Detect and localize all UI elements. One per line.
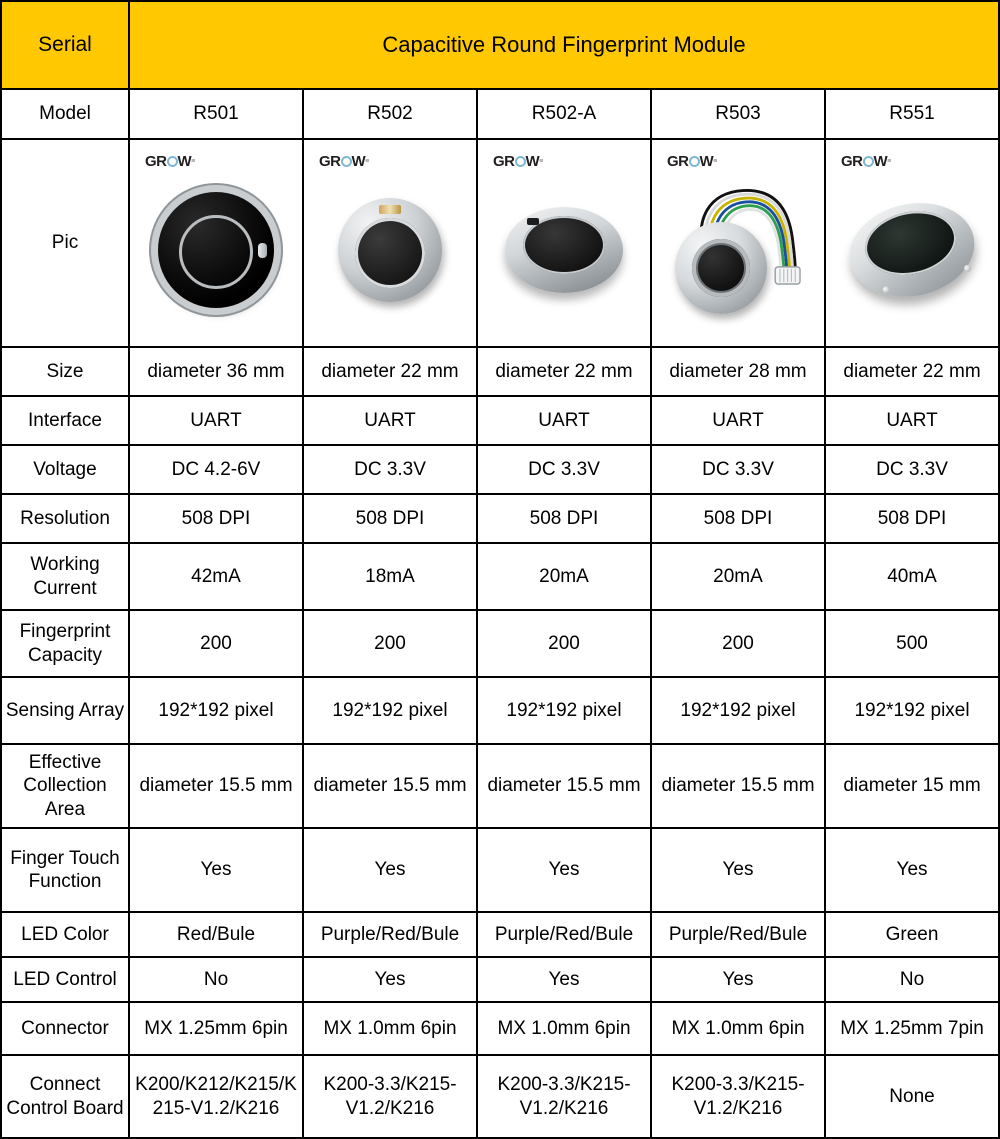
cell-model-r502: R502 (303, 89, 477, 139)
product-image-r502a (505, 207, 623, 293)
logo-o-ring-icon (167, 156, 178, 167)
cell-fingerprint-capacity-r551: 500 (825, 610, 999, 677)
cell-interface-r551: UART (825, 396, 999, 445)
cell-finger-touch-function-r502a: Yes (477, 828, 651, 912)
cell-resolution-r501: 508 DPI (129, 494, 303, 543)
row-label-size: Size (1, 347, 129, 396)
logo-text-before: GR (667, 153, 689, 170)
cell-led-color-r501: Red/Bule (129, 912, 303, 957)
logo-o-ring-icon (515, 156, 526, 167)
table-row-interface (1, 396, 999, 445)
table-row-size (1, 347, 999, 396)
cell-voltage-r551: DC 3.3V (825, 445, 999, 494)
cell-led-control-r501: No (129, 957, 303, 1002)
cell-led-color-r551: Green (825, 912, 999, 957)
cell-connect-control-board-r502a: K200-3.3/K215-V1.2/K216 (477, 1055, 651, 1138)
logo-tail: ≡ (365, 158, 370, 165)
cell-resolution-r551: 508 DPI (825, 494, 999, 543)
cell-finger-touch-function-r502: Yes (303, 828, 477, 912)
cell-sensing-array-r501: 192*192 pixel (129, 677, 303, 744)
cell-sensing-array-r502a: 192*192 pixel (477, 677, 651, 744)
cell-finger-touch-function-r503: Yes (651, 828, 825, 912)
cell-pic-r502 (303, 139, 477, 347)
row-label-led-control: LED Control (1, 957, 129, 1002)
row-label-pic: Pic (1, 139, 129, 347)
cell-interface-r503: UART (651, 396, 825, 445)
row-label-led-color: LED Color (1, 912, 129, 957)
cell-voltage-r501: DC 4.2-6V (129, 445, 303, 494)
grow-logo-r501 (145, 154, 195, 169)
cell-fingerprint-capacity-r502a: 200 (477, 610, 651, 677)
cell-led-color-r502: Purple/Red/Bule (303, 912, 477, 957)
cell-sensing-array-r502: 192*192 pixel (303, 677, 477, 744)
grow-logo-r503 (667, 154, 717, 169)
cell-connector-r551: MX 1.25mm 7pin (825, 1002, 999, 1055)
logo-tail: ≡ (887, 158, 892, 165)
cell-size-r502a: diameter 22 mm (477, 347, 651, 396)
cell-size-r503: diameter 28 mm (651, 347, 825, 396)
grow-logo-r551 (841, 154, 891, 169)
cell-sensing-array-r551: 192*192 pixel (825, 677, 999, 744)
logo-tail: ≡ (539, 158, 544, 165)
cell-effective-collection-area-r502a: diameter 15.5 mm (477, 744, 651, 828)
table-row-led-control (1, 957, 999, 1002)
table-row-connect-control-board (1, 1055, 999, 1138)
cell-voltage-r502a: DC 3.3V (477, 445, 651, 494)
product-image-r551 (841, 192, 983, 308)
cell-connector-r502a: MX 1.0mm 6pin (477, 1002, 651, 1055)
logo-tail: ≡ (191, 158, 196, 165)
row-label-working-current: Working Current (1, 543, 129, 610)
row-label-fingerprint-capacity: Fingerprint Capacity (1, 610, 129, 677)
cell-connect-control-board-r501: K200/K212/K215/K215-V1.2/K216 (129, 1055, 303, 1138)
cell-led-control-r502: Yes (303, 957, 477, 1002)
screw-boss-icon (882, 286, 890, 294)
logo-text-after: W (177, 153, 192, 170)
table-row-connector (1, 1002, 999, 1055)
logo-tail: ≡ (713, 158, 718, 165)
grow-logo-r502 (319, 154, 369, 169)
cell-pic-r502a (477, 139, 651, 347)
product-image-r502 (338, 198, 442, 302)
cell-size-r502: diameter 22 mm (303, 347, 477, 396)
cell-led-color-r502a: Purple/Red/Bule (477, 912, 651, 957)
cell-pic-r551 (825, 139, 999, 347)
cell-working-current-r551: 40mA (825, 543, 999, 610)
table-row-sensing-array (1, 677, 999, 744)
header-serial-cell: Serial (1, 1, 129, 89)
cell-led-control-r503: Yes (651, 957, 825, 1002)
cell-connector-r502: MX 1.0mm 6pin (303, 1002, 477, 1055)
logo-o-ring-icon (689, 156, 700, 167)
cell-effective-collection-area-r503: diameter 15.5 mm (651, 744, 825, 828)
table-row-working-current (1, 543, 999, 610)
product-image-r501 (158, 192, 274, 308)
cell-led-color-r503: Purple/Red/Bule (651, 912, 825, 957)
cell-connect-control-board-r551: None (825, 1055, 999, 1138)
product-image-r503 (675, 222, 767, 314)
cell-model-r501: R501 (129, 89, 303, 139)
cell-sensing-array-r503: 192*192 pixel (651, 677, 825, 744)
cell-connect-control-board-r502: K200-3.3/K215-V1.2/K216 (303, 1055, 477, 1138)
logo-text-after: W (873, 153, 888, 170)
table-row-led-color (1, 912, 999, 957)
cell-model-r502a: R502-A (477, 89, 651, 139)
table-row-resolution (1, 494, 999, 543)
cell-model-r551: R551 (825, 89, 999, 139)
logo-text-before: GR (319, 153, 341, 170)
cell-voltage-r502: DC 3.3V (303, 445, 477, 494)
header-title-cell: Capacitive Round Fingerprint Module (129, 1, 999, 89)
row-label-effective-collection-area: Effective Collection Area (1, 744, 129, 828)
row-label-finger-touch-function: Finger Touch Function (1, 828, 129, 912)
row-label-sensing-array: Sensing Array (1, 677, 129, 744)
cell-effective-collection-area-r502: diameter 15.5 mm (303, 744, 477, 828)
table-row-voltage (1, 445, 999, 494)
cell-voltage-r503: DC 3.3V (651, 445, 825, 494)
table-row-pic (1, 139, 999, 347)
row-label-connector: Connector (1, 1002, 129, 1055)
logo-text-before: GR (493, 153, 515, 170)
table-header-row (1, 1, 999, 89)
logo-text-after: W (351, 153, 366, 170)
cell-connect-control-board-r503: K200-3.3/K215-V1.2/K216 (651, 1055, 825, 1138)
cell-size-r551: diameter 22 mm (825, 347, 999, 396)
row-label-connect-control-board: Connect Control Board (1, 1055, 129, 1138)
table-row-model (1, 89, 999, 139)
cell-interface-r502a: UART (477, 396, 651, 445)
cell-interface-r502: UART (303, 396, 477, 445)
cell-working-current-r503: 20mA (651, 543, 825, 610)
row-label-model: Model (1, 89, 129, 139)
cell-resolution-r502: 508 DPI (303, 494, 477, 543)
cell-resolution-r503: 508 DPI (651, 494, 825, 543)
cell-pic-r503 (651, 139, 825, 347)
cell-working-current-r502: 18mA (303, 543, 477, 610)
cell-effective-collection-area-r501: diameter 15.5 mm (129, 744, 303, 828)
cell-pic-r501 (129, 139, 303, 347)
logo-o-ring-icon (863, 156, 874, 167)
cell-finger-touch-function-r551: Yes (825, 828, 999, 912)
row-label-voltage: Voltage (1, 445, 129, 494)
cell-fingerprint-capacity-r503: 200 (651, 610, 825, 677)
cell-led-control-r551: No (825, 957, 999, 1002)
cell-working-current-r502a: 20mA (477, 543, 651, 610)
row-label-resolution: Resolution (1, 494, 129, 543)
cell-resolution-r502a: 508 DPI (477, 494, 651, 543)
logo-o-ring-icon (341, 156, 352, 167)
cell-model-r503: R503 (651, 89, 825, 139)
cell-finger-touch-function-r501: Yes (129, 828, 303, 912)
table-row-fingerprint-capacity (1, 610, 999, 677)
cell-interface-r501: UART (129, 396, 303, 445)
table-row-finger-touch-function (1, 828, 999, 912)
logo-text-after: W (699, 153, 714, 170)
cell-working-current-r501: 42mA (129, 543, 303, 610)
row-label-interface: Interface (1, 396, 129, 445)
logo-text-before: GR (145, 153, 167, 170)
cell-connector-r503: MX 1.0mm 6pin (651, 1002, 825, 1055)
logo-text-before: GR (841, 153, 863, 170)
cell-connector-r501: MX 1.25mm 6pin (129, 1002, 303, 1055)
table-row-effective-collection-area (1, 744, 999, 828)
cell-fingerprint-capacity-r502: 200 (303, 610, 477, 677)
cell-led-control-r502a: Yes (477, 957, 651, 1002)
cell-size-r501: diameter 36 mm (129, 347, 303, 396)
cell-effective-collection-area-r551: diameter 15 mm (825, 744, 999, 828)
cell-fingerprint-capacity-r501: 200 (129, 610, 303, 677)
logo-text-after: W (525, 153, 540, 170)
grow-logo-r502a (493, 154, 543, 169)
